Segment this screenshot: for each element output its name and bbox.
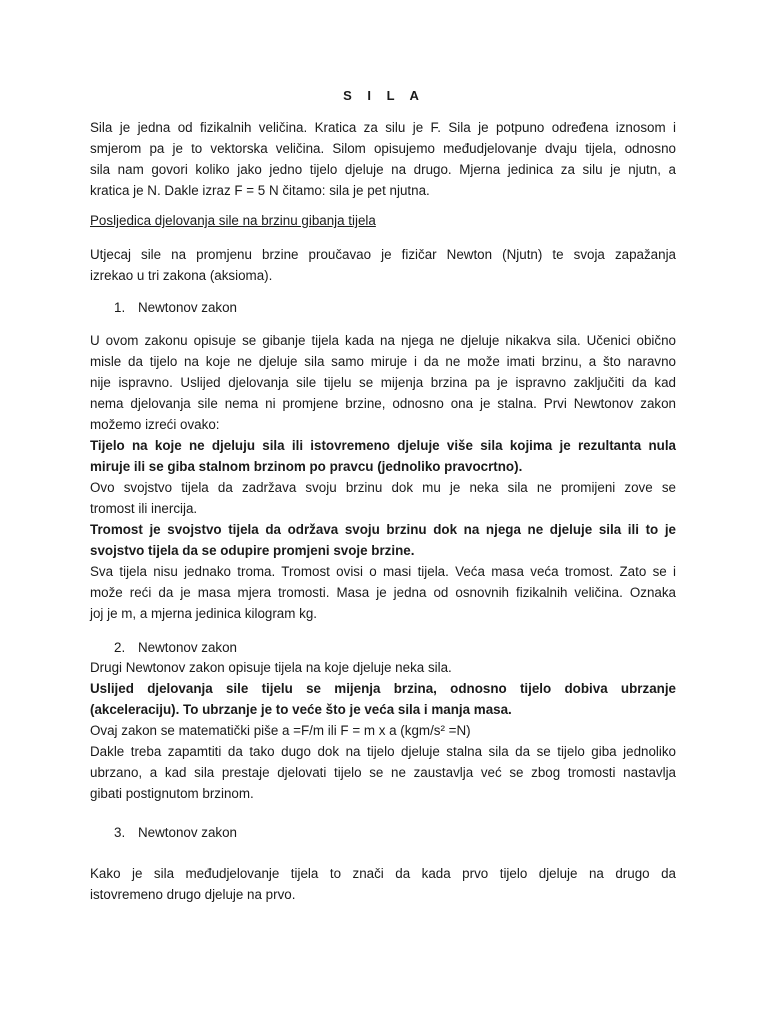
law2-line: Drugi Newtonov zakon opisuje tijela na koje djeluje neka sila. [90,660,452,675]
law1-heading [114,297,237,318]
intro-line: Sila je jedna od fizikalnih veličina. Kratica za silu je F. Sila je potpuno određena iznosom i [90,120,676,135]
law3-number: 3. [114,825,126,840]
inertia-line: Ovo svojstvo tijela da zadržava svoju brzinu dok mu je neka sila ne promijeni zove se [90,480,676,495]
intro-paragraph [90,117,676,201]
law3-paragraph [90,863,676,905]
law1-number: 1. [114,300,126,315]
law1-paragraph [90,330,676,624]
influence-line: izrekao u tri zakona (aksioma). [90,268,273,283]
mass-line: Sva tijela nisu jednako troma. Tromost ovisi o masi tijela. Veća masa veća tromost. Zato se i [90,564,676,579]
law2-statement-line: Uslijed djelovanja sile tijelu se mijenja brzina, odnosno tijelo dobiva ubrzanje [90,681,676,696]
law2-heading [114,637,237,658]
influence-paragraph [90,244,676,286]
law3-heading [114,822,237,843]
law1-label: Newtonov zakon [138,300,237,315]
inertia-definition-line: svojstvo tijela da se odupire promjeni svoje brzine. [90,543,415,558]
mass-line: joj je m, a mjerna jedinica kilogram kg. [90,606,317,621]
intro-line: sila nam govori koliko jako jedno tijelo djeluje na drugo. Mjerna jedinica za silu je njutn, a [90,162,676,177]
page-title: S I L A [343,88,425,103]
law1-line: nije ispravno. Uslijed djelovanja sile tijelu se mijenja brzina pa je ispravno zaključiti da kad [90,375,676,390]
law2-number: 2. [114,640,126,655]
section-subheading: Posljedica djelovanja sile na brzinu gibanja tijela [90,213,376,228]
law3-label: Newtonov zakon [138,825,237,840]
intro-line: smjerom pa je to vektorska veličina. Silom opisujemo međudjelovanje dvaju tijela, odnosno [90,141,676,156]
law1-line: nema djelovanja sile nema ni promjene brzine, odnosno ona je stalna. Prvi Newtonov zakon [90,396,676,411]
law3-line: Kako je sila međudjelovanje tijela to znači da kada prvo tijelo djeluje na drugo da [90,866,676,881]
influence-line: Utjecaj sile na promjenu brzine proučavao je fizičar Newton (Njutn) te svoja zapažanja [90,247,676,262]
law2-paragraph [90,657,676,804]
law2-line: Dakle treba zapamtiti da tako dugo dok na tijelo djeluje stalna sila da se tijelo giba jednoliko [90,744,676,759]
law2-statement-line: (akceleraciju). To ubrzanje je to veće što je veća sila i manja masa. [90,702,512,717]
law1-line: misle da tijelo na koje ne djeluje sila samo miruje i da ne može imati brzinu, a što naravno [90,354,676,369]
law2-formula: Ovaj zakon se matematički piše a =F/m ili F = m x a (kgm/s² =N) [90,723,471,738]
law1-statement-line: Tijelo na koje ne djeluju sila ili istovremeno djeluje više sila kojima je rezultanta nula [90,438,676,453]
law1-line: možemo izreći ovako: [90,417,220,432]
law2-line: ubrzano, a kad sila prestaje djelovati tijelo se ne zaustavlja već se zbog tromosti nastavlja [90,765,676,780]
law2-label: Newtonov zakon [138,640,237,655]
intro-line: kratica je N. Dakle izraz F = 5 N čitamo: sila je pet njutna. [90,183,430,198]
inertia-definition-line: Tromost je svojstvo tijela da održava svoju brzinu dok na njega ne djeluje sila ili to je [90,522,676,537]
inertia-line: tromost ili inercija. [90,501,198,516]
mass-line: može reći da je masa mjera tromosti. Masa je jedna od osnovnih fizikalnih veličina. Oznaka [90,585,676,600]
law2-line: gibati postignutom brzinom. [90,786,254,801]
law1-statement-line: miruje ili se giba stalnom brzinom po pravcu (jednoliko pravocrtno). [90,459,523,474]
law1-line: U ovom zakonu opisuje se gibanje tijela kada na njega ne djeluje nikakva sila. Učenici obično [90,333,676,348]
law3-line: istovremeno drugo djeluje na prvo. [90,887,296,902]
